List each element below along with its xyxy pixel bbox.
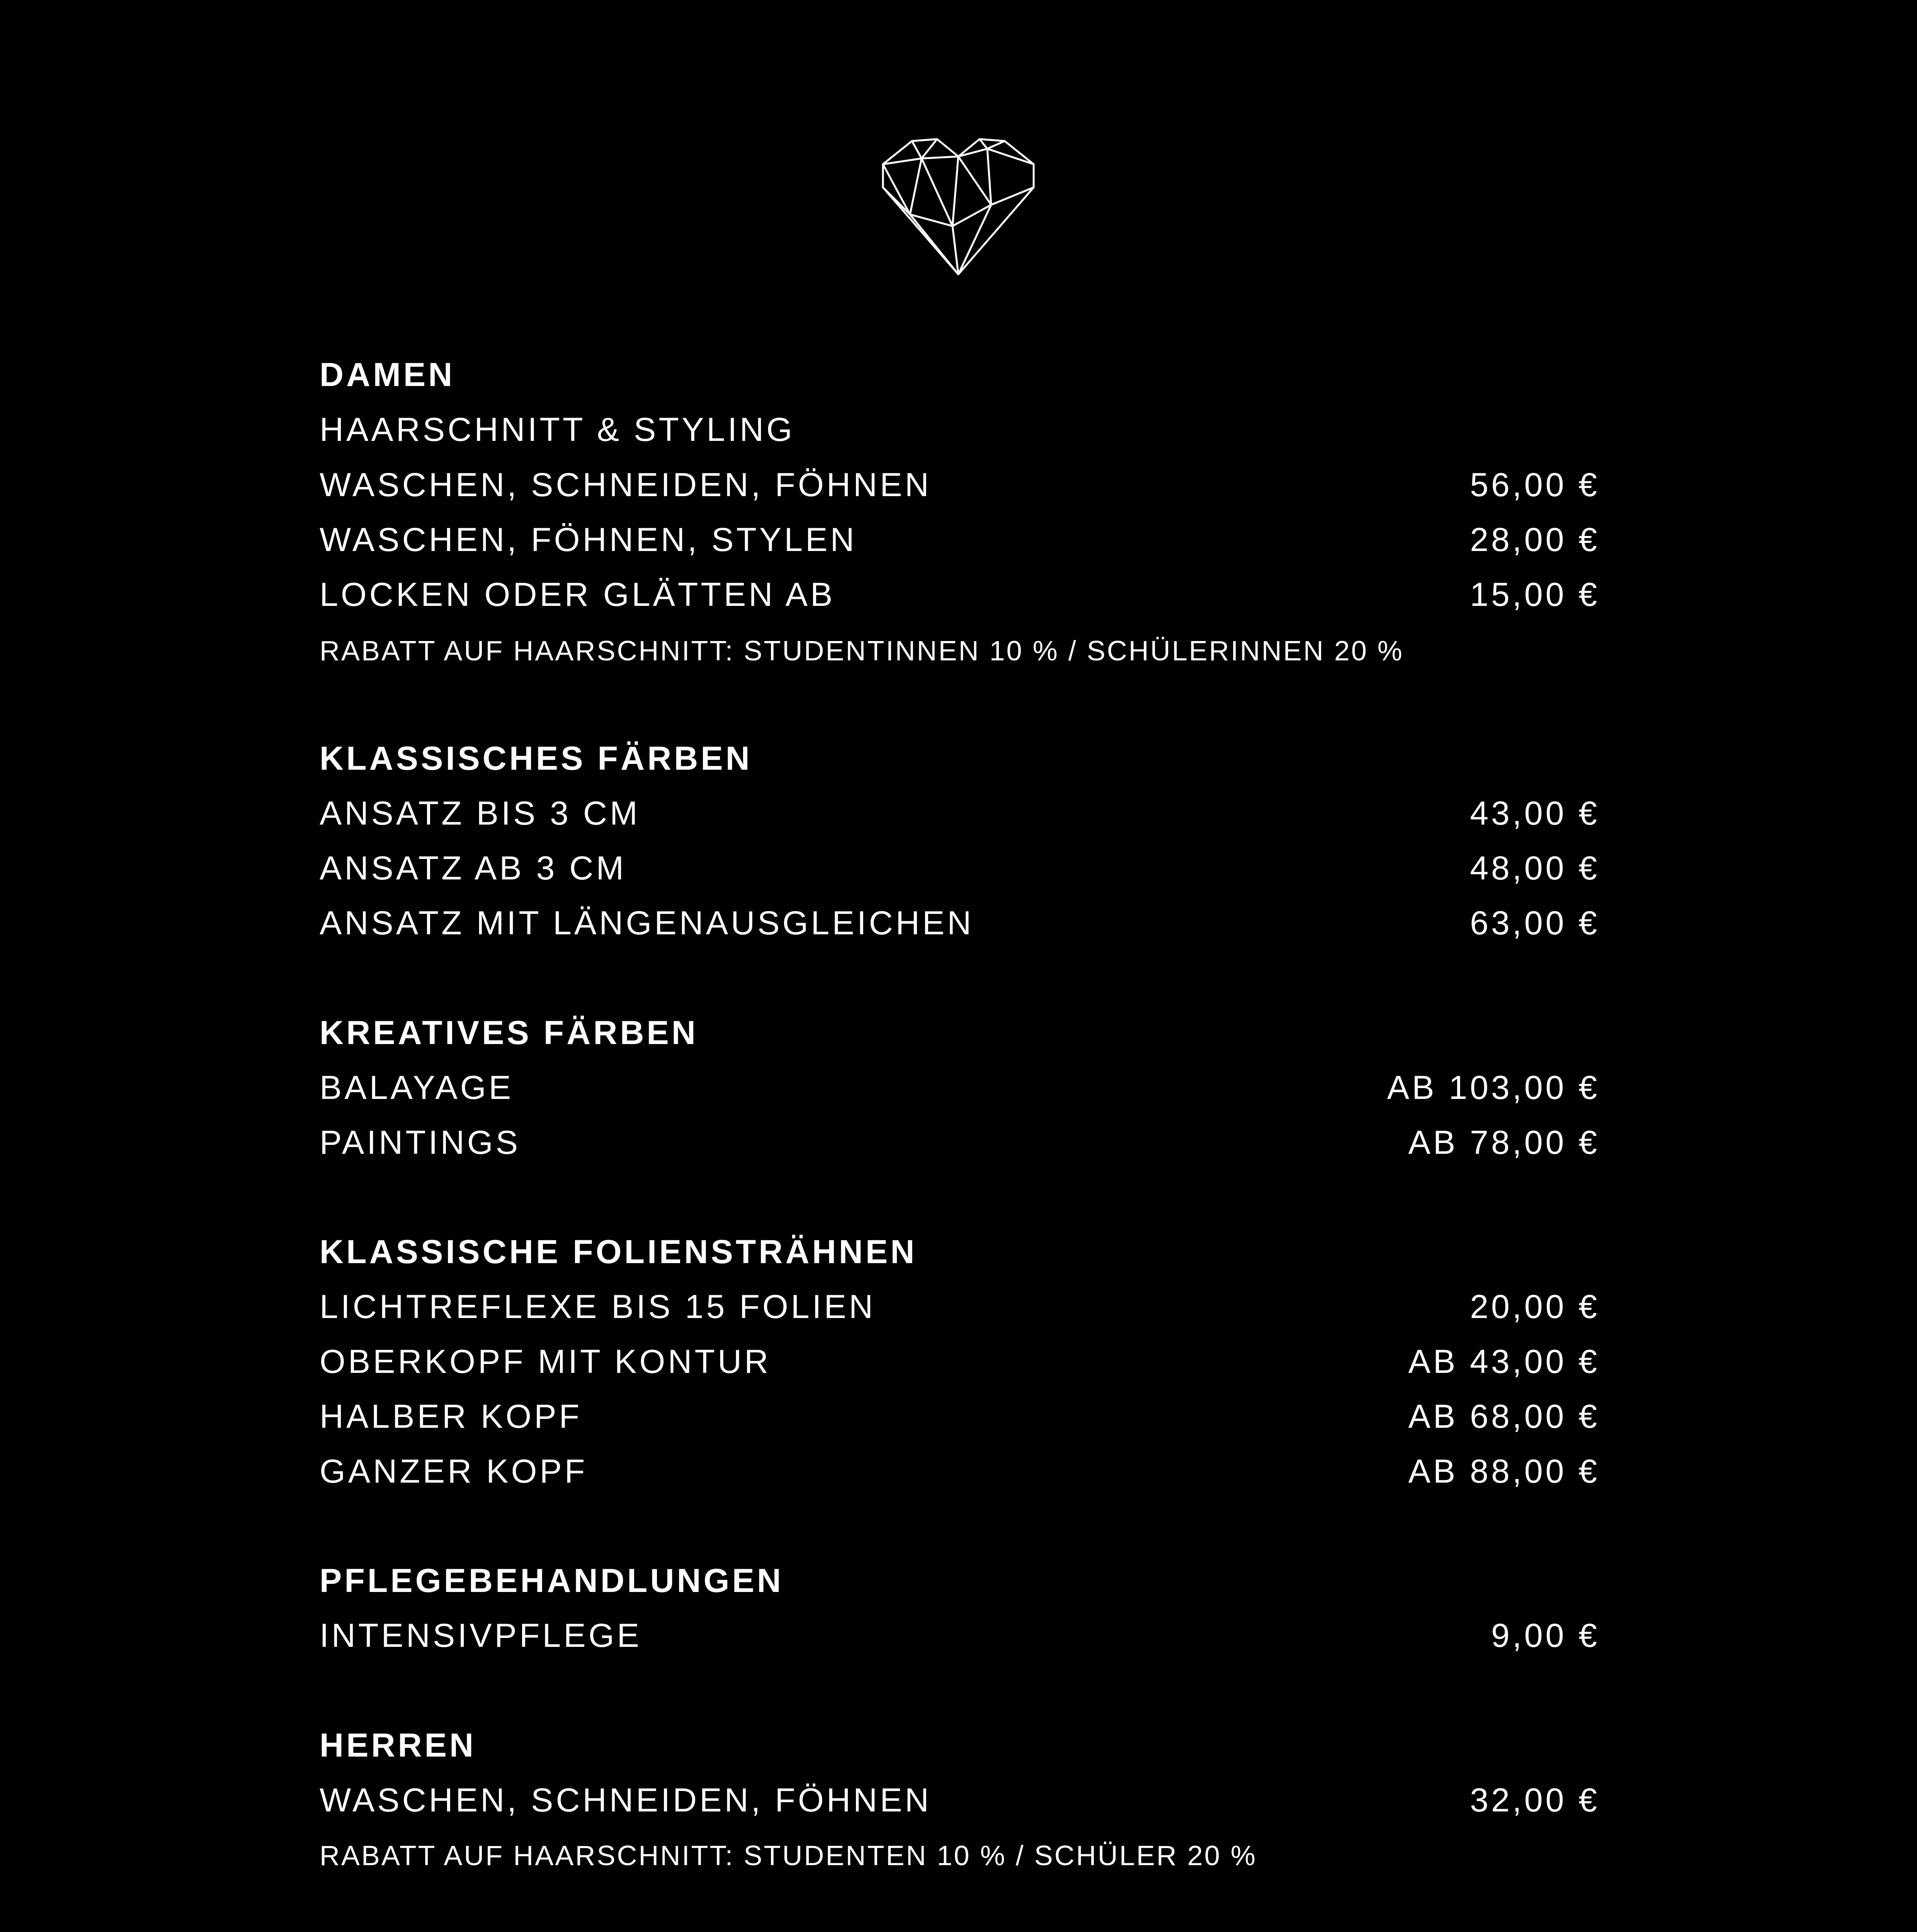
section-title-pflege: PFLEGEBEHANDLUNGEN	[320, 1562, 784, 1599]
service-label: BALAYAGE	[320, 1069, 514, 1106]
price-row	[320, 1393, 1600, 1440]
section-title-klassisches-faerben: KLASSISCHES FÄRBEN	[320, 740, 752, 777]
service-price: 15,00 €	[1470, 576, 1600, 613]
price-row	[320, 1777, 1600, 1823]
service-price: AB 43,00 €	[1408, 1343, 1600, 1380]
service-label: ANSATZ AB 3 CM	[320, 849, 627, 887]
section-title-kreatives-faerben: KREATIVES FÄRBEN	[320, 1014, 699, 1051]
service-label: WASCHEN, SCHNEIDEN, FÖHNEN	[320, 1781, 932, 1819]
service-label: GANZER KOPF	[320, 1452, 588, 1490]
price-row	[320, 571, 1600, 618]
discount-note-damen: RABATT AUF HAARSCHNITT: STUDENTINNEN 10 % / SCHÜLERINNEN 20 %	[320, 636, 1404, 667]
service-label: PAINTINGS	[320, 1124, 521, 1161]
price-row	[320, 1612, 1600, 1659]
service-label: ANSATZ MIT LÄNGENAUSGLEICHEN	[320, 904, 974, 942]
price-row	[320, 900, 1600, 946]
section-title-folienstraehnen: KLASSISCHE FOLIENSTRÄHNEN	[320, 1233, 917, 1270]
service-label: OBERKOPF MIT KONTUR	[320, 1343, 771, 1380]
price-row	[320, 1284, 1600, 1330]
service-label: WASCHEN, SCHNEIDEN, FÖHNEN	[320, 466, 932, 503]
price-row	[320, 517, 1600, 563]
section-subtitle-damen: HAARSCHNITT & STYLING	[320, 411, 795, 448]
service-price: AB 103,00 €	[1387, 1069, 1600, 1106]
section-title-herren: HERREN	[320, 1726, 476, 1764]
service-label: WASCHEN, FÖHNEN, STYLEN	[320, 521, 857, 558]
service-price: 43,00 €	[1470, 794, 1600, 832]
service-label: INTENSIVPFLEGE	[320, 1617, 642, 1654]
price-row	[320, 845, 1600, 891]
price-row	[320, 790, 1600, 837]
price-row	[320, 1065, 1600, 1111]
service-label: LICHTREFLEXE BIS 15 FOLIEN	[320, 1288, 876, 1325]
service-price: 48,00 €	[1470, 849, 1600, 887]
discount-note-herren: RABATT AUF HAARSCHNITT: STUDENTEN 10 % / SCHÜLER 20 %	[320, 1840, 1257, 1871]
price-row	[320, 1338, 1600, 1385]
service-price: AB 78,00 €	[1408, 1124, 1600, 1161]
service-price: 32,00 €	[1470, 1781, 1600, 1819]
service-label: HALBER KOPF	[320, 1398, 582, 1435]
service-price: 63,00 €	[1470, 904, 1600, 942]
price-row	[320, 1448, 1600, 1495]
geometric-heart-logo-icon	[875, 137, 1041, 276]
service-price: AB 68,00 €	[1408, 1398, 1600, 1435]
service-price: AB 88,00 €	[1408, 1452, 1600, 1490]
service-label: ANSATZ BIS 3 CM	[320, 794, 640, 832]
service-price: 20,00 €	[1470, 1288, 1600, 1325]
price-row	[320, 1119, 1600, 1166]
service-label: LOCKEN ODER GLÄTTEN AB	[320, 576, 835, 613]
price-row	[320, 462, 1600, 508]
service-price: 9,00 €	[1491, 1617, 1600, 1654]
service-price: 56,00 €	[1470, 466, 1600, 503]
service-price: 28,00 €	[1470, 521, 1600, 558]
section-title-damen: DAMEN	[320, 356, 455, 393]
